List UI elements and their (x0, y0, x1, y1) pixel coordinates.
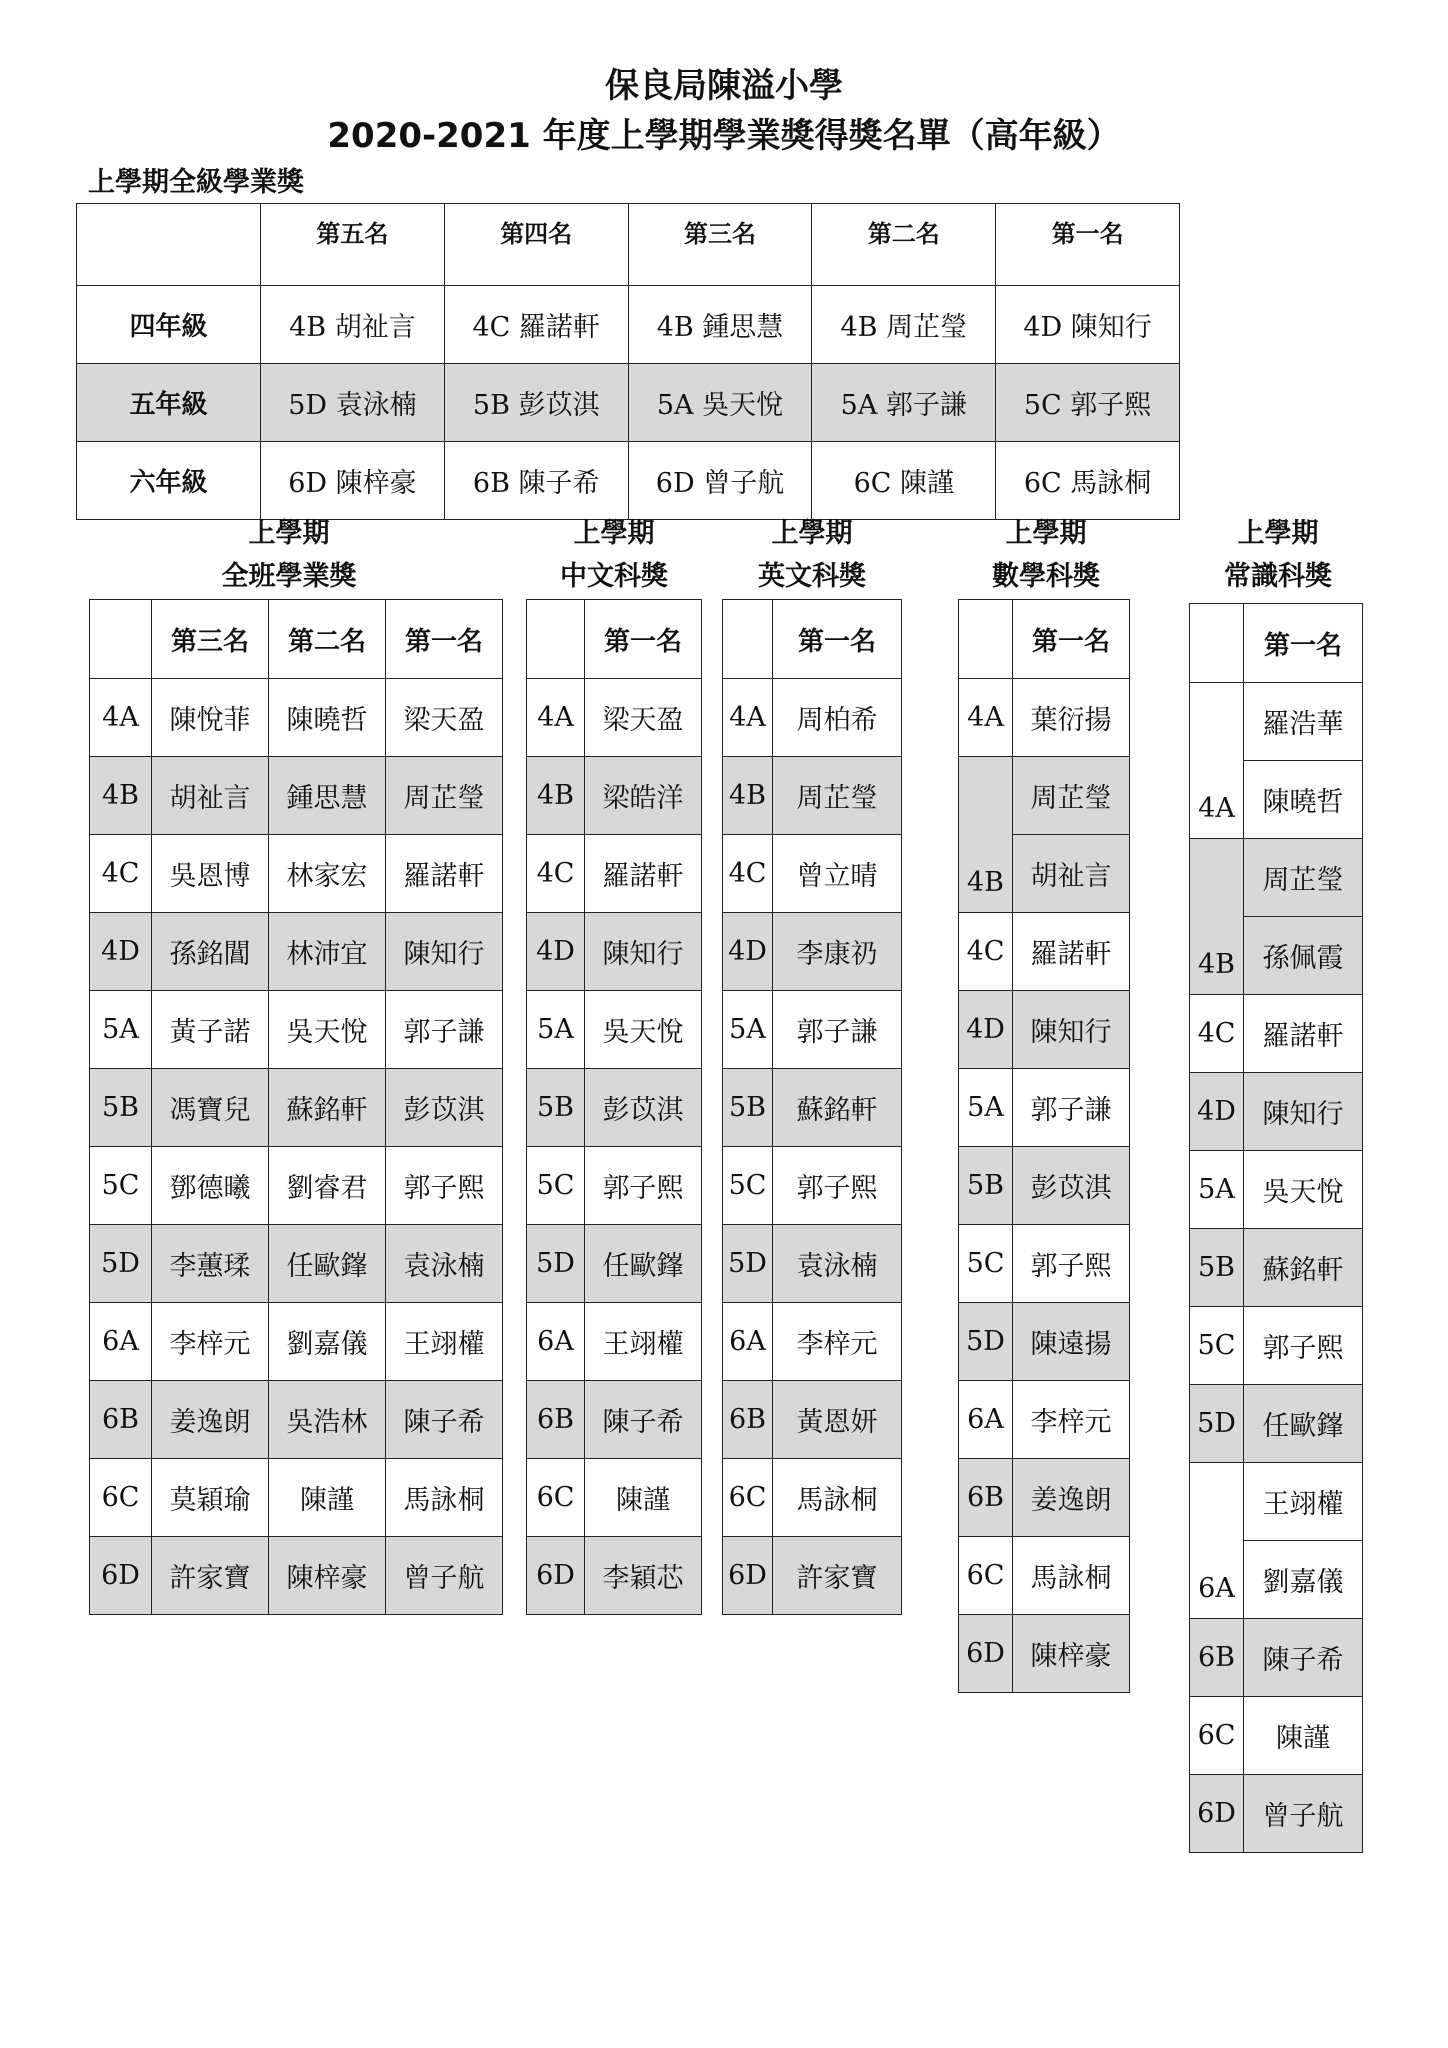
class-label: 6B (959, 1459, 1013, 1537)
class-label: 6B (90, 1381, 152, 1459)
class-label: 5D (1190, 1385, 1244, 1463)
grade-award-heading: 上學期全級學業獎 (88, 167, 304, 198)
table-row (90, 835, 503, 913)
table-row (723, 835, 902, 913)
table-row (723, 679, 902, 757)
english-award-title-line1: 上學期 (771, 518, 853, 549)
student-name: 郭子謙 (386, 991, 503, 1069)
student-name: 陳子希 (585, 1381, 702, 1459)
class-label: 6C (723, 1459, 773, 1537)
student-name: 蘇銘軒 (773, 1069, 902, 1147)
student-name: 周芷瑩 (1013, 757, 1130, 835)
table-row (723, 1459, 902, 1537)
table-row (527, 991, 702, 1069)
student-name: 馬詠桐 (1013, 1537, 1130, 1615)
class-award-corner (90, 600, 152, 679)
class-label: 5A (527, 991, 585, 1069)
student-name: 彭苡淇 (386, 1069, 503, 1147)
student-name: 莫穎瑜 (152, 1459, 269, 1537)
award-cell: 6B 陳子希 (444, 442, 628, 520)
award-cell: 4B 周芷瑩 (812, 286, 996, 364)
table-row (723, 1147, 902, 1225)
student-name: 姜逸朗 (1013, 1459, 1130, 1537)
student-name: 陳知行 (386, 913, 503, 991)
chinese-award-title-line2: 中文科獎 (560, 561, 668, 592)
table-row (90, 1069, 503, 1147)
student-name: 馬詠桐 (386, 1459, 503, 1537)
class-award-col-header: 第二名 (269, 600, 386, 679)
math-award-title (956, 512, 1136, 598)
table-row (527, 1147, 702, 1225)
class-label: 4D (723, 913, 773, 991)
student-name: 李穎芯 (585, 1537, 702, 1615)
chinese-award-table (526, 599, 702, 1615)
class-label: 4A (527, 679, 585, 757)
student-name: 陳子希 (1244, 1619, 1363, 1697)
student-name: 郭子熙 (386, 1147, 503, 1225)
document-title: 2020-2021 年度上學期學業獎得獎名單（高年級） (327, 116, 1121, 156)
table-row (959, 1225, 1130, 1303)
math_award-corner (959, 600, 1013, 679)
table-row (1190, 1697, 1363, 1775)
student-name: 郭子熙 (1013, 1225, 1130, 1303)
award-cell: 4B 鍾思慧 (628, 286, 812, 364)
class-label: 5D (90, 1225, 152, 1303)
chinese_award-header-row (527, 600, 702, 679)
student-name: 姜逸朗 (152, 1381, 269, 1459)
student-name: 鍾思慧 (269, 757, 386, 835)
student-name: 周芷瑩 (1244, 839, 1363, 917)
table-row (723, 1381, 902, 1459)
grade-award-col-4th: 第四名 (444, 204, 628, 286)
table-row (1190, 1619, 1363, 1697)
grade-award-table (76, 203, 1180, 520)
class-label: 5D (723, 1225, 773, 1303)
class-label: 5C (959, 1225, 1013, 1303)
student-name: 陳曉哲 (269, 679, 386, 757)
grade-award-header-row (77, 204, 1180, 286)
table-row (1190, 995, 1363, 1073)
student-name: 任歐鎽 (585, 1225, 702, 1303)
class-label: 4D (959, 991, 1013, 1069)
class-label: 5D (527, 1225, 585, 1303)
student-name: 孫佩霞 (1244, 917, 1363, 995)
award-cell: 4D 陳知行 (996, 286, 1180, 364)
award-cell: 4C 羅諾軒 (444, 286, 628, 364)
student-name: 李康礽 (773, 913, 902, 991)
table-row (90, 1147, 503, 1225)
gs_award-corner (1190, 604, 1244, 683)
student-name: 陳知行 (1013, 991, 1130, 1069)
table-row (90, 991, 503, 1069)
gs_award-header-row (1190, 604, 1363, 683)
gs_award-col-header: 第一名 (1244, 604, 1363, 683)
class-label: 4C (1190, 995, 1244, 1073)
class-label: 5B (723, 1069, 773, 1147)
student-name: 郭子謙 (773, 991, 902, 1069)
student-name: 陳知行 (585, 913, 702, 991)
table-row (90, 1537, 503, 1615)
table-row (527, 913, 702, 991)
table-row (959, 757, 1130, 835)
student-name: 郭子熙 (773, 1147, 902, 1225)
table-row (527, 1459, 702, 1537)
student-name: 梁天盈 (386, 679, 503, 757)
class-label: 6D (527, 1537, 585, 1615)
table-row (723, 1225, 902, 1303)
student-name: 羅諾軒 (1244, 995, 1363, 1073)
student-name: 王翊權 (585, 1303, 702, 1381)
student-name: 陳謹 (585, 1459, 702, 1537)
class-label: 5A (723, 991, 773, 1069)
student-name: 陳悅菲 (152, 679, 269, 757)
student-name: 鄧德曦 (152, 1147, 269, 1225)
award-cell: 5D 袁泳楠 (261, 364, 445, 442)
student-name: 袁泳楠 (773, 1225, 902, 1303)
grade-award-row-p6 (77, 442, 1180, 520)
class-label: 6C (959, 1537, 1013, 1615)
student-name: 周芷瑩 (386, 757, 503, 835)
class-label: 6D (723, 1537, 773, 1615)
table-row (723, 757, 902, 835)
class-label: 4C (959, 913, 1013, 991)
english_award-header-row (723, 600, 902, 679)
student-name: 李梓元 (1013, 1381, 1130, 1459)
table-row (90, 913, 503, 991)
student-name: 羅浩華 (1244, 683, 1363, 761)
student-name: 郭子熙 (1244, 1307, 1363, 1385)
table-row (527, 835, 702, 913)
class-label: 4D (527, 913, 585, 991)
class-label: 4A (1190, 683, 1244, 839)
class-label: 5A (90, 991, 152, 1069)
student-name: 黃子諾 (152, 991, 269, 1069)
class-label: 4D (90, 913, 152, 991)
student-name: 李梓元 (773, 1303, 902, 1381)
grade-label: 五年級 (77, 364, 261, 442)
class-label: 5A (959, 1069, 1013, 1147)
student-name: 羅諾軒 (386, 835, 503, 913)
class-label: 4A (959, 679, 1013, 757)
english-award-table (722, 599, 902, 1615)
grade-label: 四年級 (77, 286, 261, 364)
table-row (90, 1303, 503, 1381)
award-cell: 6D 陳梓豪 (261, 442, 445, 520)
table-row (527, 1069, 702, 1147)
class-label: 5B (959, 1147, 1013, 1225)
chinese-award-title (526, 512, 702, 598)
gs-award-title-line1: 上學期 (1237, 518, 1319, 549)
student-name: 吳天悅 (585, 991, 702, 1069)
student-name: 吳恩博 (152, 835, 269, 913)
class-label: 5D (959, 1303, 1013, 1381)
table-row (1190, 1775, 1363, 1853)
student-name: 李梓元 (152, 1303, 269, 1381)
student-name: 周芷瑩 (773, 757, 902, 835)
class-label: 5C (1190, 1307, 1244, 1385)
table-row (723, 1069, 902, 1147)
math-award-table (958, 599, 1130, 1693)
class-label: 5C (723, 1147, 773, 1225)
table-row (1190, 1151, 1363, 1229)
english-award-title-line2: 英文科獎 (758, 561, 866, 592)
table-row (959, 913, 1130, 991)
student-name: 陳謹 (1244, 1697, 1363, 1775)
award-cell: 5A 吳天悅 (628, 364, 812, 442)
table-row (959, 1147, 1130, 1225)
table-row (959, 1069, 1130, 1147)
school-name: 保良局陳溢小學 (605, 66, 843, 106)
student-name: 王翊權 (386, 1303, 503, 1381)
student-name: 孫銘閶 (152, 913, 269, 991)
class-label: 4C (723, 835, 773, 913)
class-label: 4B (90, 757, 152, 835)
student-name: 曾立晴 (773, 835, 902, 913)
award-cell: 6C 陳謹 (812, 442, 996, 520)
table-row (1190, 1385, 1363, 1463)
grade-award-col-5th: 第五名 (261, 204, 445, 286)
grade-award-col-1st: 第一名 (996, 204, 1180, 286)
chinese_award-col-header: 第一名 (585, 600, 702, 679)
student-name: 羅諾軒 (1013, 913, 1130, 991)
grade-award-row-p5 (77, 364, 1180, 442)
class-label: 6D (959, 1615, 1013, 1693)
table-row (959, 991, 1130, 1069)
student-name: 袁泳楠 (386, 1225, 503, 1303)
table-row (959, 1303, 1130, 1381)
math_award-header-row (959, 600, 1130, 679)
student-name: 胡祉言 (152, 757, 269, 835)
student-name: 李蕙瑈 (152, 1225, 269, 1303)
table-row (527, 1537, 702, 1615)
class-award-title (84, 512, 494, 598)
student-name: 劉嘉儀 (269, 1303, 386, 1381)
class-label: 4A (90, 679, 152, 757)
student-name: 吳天悅 (269, 991, 386, 1069)
student-name: 胡祉言 (1013, 835, 1130, 913)
student-name: 陳子希 (386, 1381, 503, 1459)
table-row (959, 1381, 1130, 1459)
gs-award-title (1188, 512, 1368, 598)
class-label: 6D (1190, 1775, 1244, 1853)
class-label: 6B (527, 1381, 585, 1459)
student-name: 王翊權 (1244, 1463, 1363, 1541)
student-name: 彭苡淇 (1013, 1147, 1130, 1225)
english_award-col-header: 第一名 (773, 600, 902, 679)
table-row (723, 913, 902, 991)
award-cell: 6D 曾子航 (628, 442, 812, 520)
student-name: 葉衍揚 (1013, 679, 1130, 757)
class-label: 6C (527, 1459, 585, 1537)
table-row (723, 991, 902, 1069)
grade-label: 六年級 (77, 442, 261, 520)
student-name: 林家宏 (269, 835, 386, 913)
class-award-title-line2: 全班學業獎 (221, 561, 357, 592)
table-row (1190, 1229, 1363, 1307)
table-row (90, 679, 503, 757)
class-label: 6C (90, 1459, 152, 1537)
class-award-col-header: 第一名 (386, 600, 503, 679)
class-award-title-line1: 上學期 (248, 518, 330, 549)
student-name: 劉睿君 (269, 1147, 386, 1225)
class-label: 5C (527, 1147, 585, 1225)
table-row (959, 1459, 1130, 1537)
table-row (1190, 1463, 1363, 1541)
class-label: 4B (527, 757, 585, 835)
student-name: 許家寶 (152, 1537, 269, 1615)
student-name: 蘇銘軒 (1244, 1229, 1363, 1307)
student-name: 曾子航 (386, 1537, 503, 1615)
english_award-corner (723, 600, 773, 679)
grade-award-col-2nd: 第二名 (812, 204, 996, 286)
student-name: 陳曉哲 (1244, 761, 1363, 839)
award-cell: 4B 胡祉言 (261, 286, 445, 364)
award-cell: 5C 郭子熙 (996, 364, 1180, 442)
table-row (527, 757, 702, 835)
grade-award-corner (77, 204, 261, 286)
table-row (90, 757, 503, 835)
class-award-col-header: 第三名 (152, 600, 269, 679)
table-row (90, 1225, 503, 1303)
english-award-title (722, 512, 902, 598)
class-award-table (89, 599, 503, 1615)
table-row (527, 679, 702, 757)
grade-award-col-3rd: 第三名 (628, 204, 812, 286)
award-cell: 5B 彭苡淇 (444, 364, 628, 442)
table-row (1190, 839, 1363, 917)
student-name: 陳梓豪 (1013, 1615, 1130, 1693)
table-row (90, 1381, 503, 1459)
class-label: 4B (723, 757, 773, 835)
table-row (90, 1459, 503, 1537)
class-label: 6A (723, 1303, 773, 1381)
table-row (527, 1225, 702, 1303)
student-name: 吳天悅 (1244, 1151, 1363, 1229)
student-name: 周柏希 (773, 679, 902, 757)
class-label: 6B (1190, 1619, 1244, 1697)
student-name: 馮寶兒 (152, 1069, 269, 1147)
table-row (959, 1615, 1130, 1693)
class-label: 6C (1190, 1697, 1244, 1775)
student-name: 蘇銘軒 (269, 1069, 386, 1147)
class-label: 4B (1190, 839, 1244, 995)
class-label: 6A (959, 1381, 1013, 1459)
class-label: 4C (90, 835, 152, 913)
student-name: 劉嘉儀 (1244, 1541, 1363, 1619)
student-name: 郭子熙 (585, 1147, 702, 1225)
student-name: 陳梓豪 (269, 1537, 386, 1615)
table-row (723, 1537, 902, 1615)
student-name: 梁天盈 (585, 679, 702, 757)
class-label: 5C (90, 1147, 152, 1225)
student-name: 馬詠桐 (773, 1459, 902, 1537)
table-row (527, 1381, 702, 1459)
table-row (959, 1537, 1130, 1615)
class-label: 4B (959, 757, 1013, 913)
student-name: 陳知行 (1244, 1073, 1363, 1151)
class-label: 6D (90, 1537, 152, 1615)
class-label: 5B (1190, 1229, 1244, 1307)
student-name: 黃恩妍 (773, 1381, 902, 1459)
award-cell: 6C 馬詠桐 (996, 442, 1180, 520)
student-name: 曾子航 (1244, 1775, 1363, 1853)
chinese_award-corner (527, 600, 585, 679)
class-label: 6A (1190, 1463, 1244, 1619)
student-name: 陳謹 (269, 1459, 386, 1537)
class-label: 5B (90, 1069, 152, 1147)
student-name: 任歐鎽 (269, 1225, 386, 1303)
student-name: 任歐鎽 (1244, 1385, 1363, 1463)
grade-award-row-p4 (77, 286, 1180, 364)
class-label: 5B (527, 1069, 585, 1147)
student-name: 許家寶 (773, 1537, 902, 1615)
class-label: 4D (1190, 1073, 1244, 1151)
student-name: 羅諾軒 (585, 835, 702, 913)
class-label: 6A (527, 1303, 585, 1381)
student-name: 梁皓洋 (585, 757, 702, 835)
student-name: 林沛宜 (269, 913, 386, 991)
class-label: 4A (723, 679, 773, 757)
table-row (1190, 1307, 1363, 1385)
student-name: 陳遠揚 (1013, 1303, 1130, 1381)
class-label: 5A (1190, 1151, 1244, 1229)
class-award-header-row (90, 600, 503, 679)
student-name: 郭子謙 (1013, 1069, 1130, 1147)
student-name: 彭苡淇 (585, 1069, 702, 1147)
gs-award-title-line2: 常識科獎 (1224, 561, 1332, 592)
chinese-award-title-line1: 上學期 (573, 518, 655, 549)
table-row (1190, 683, 1363, 761)
class-label: 6B (723, 1381, 773, 1459)
award-cell: 5A 郭子謙 (812, 364, 996, 442)
student-name: 吳浩林 (269, 1381, 386, 1459)
class-label: 4C (527, 835, 585, 913)
math-award-title-line2: 數學科獎 (992, 561, 1100, 592)
table-row (959, 679, 1130, 757)
math_award-col-header: 第一名 (1013, 600, 1130, 679)
gs-award-table (1189, 603, 1363, 1853)
class-label: 6A (90, 1303, 152, 1381)
table-row (527, 1303, 702, 1381)
table-row (723, 1303, 902, 1381)
table-row (1190, 1073, 1363, 1151)
math-award-title-line1: 上學期 (1005, 518, 1087, 549)
